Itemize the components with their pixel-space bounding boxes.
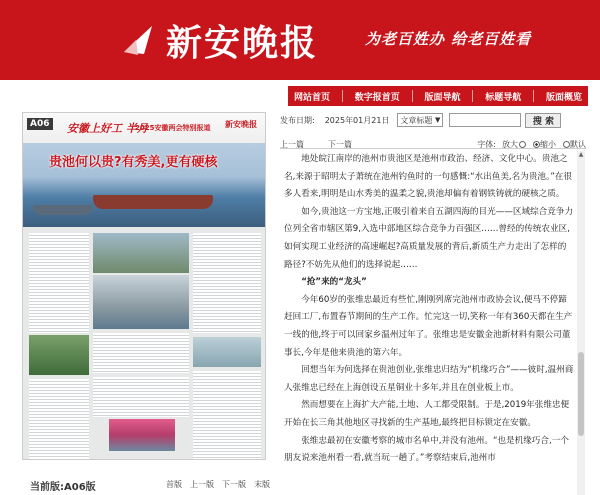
- logo-text: 新安晚报: [166, 21, 319, 64]
- paper-text-block: [93, 333, 189, 373]
- article-paragraph: 如今,贵池这一方宝地,正吸引着来自五湖四海的目光——区域综合竞争力位列全省市辖区第9,入选中部地区综合竞争力百强区……曾经的传统农业区,如何实现工业经济的高速崛起?高质量发展的背后,新质生产力走出了怎样的路径?不妨先从他们的选择说起……: [284, 206, 574, 270]
- pager-first[interactable]: 首版: [166, 480, 182, 489]
- scrollbar-thumb[interactable]: [578, 352, 584, 436]
- nav-item-digital-home[interactable]: 数字报首页: [354, 92, 400, 103]
- nav-divider: [412, 90, 413, 102]
- nav-divider: [472, 90, 473, 102]
- pager-previous[interactable]: 上一版: [190, 480, 214, 489]
- paper-headline: 贵池何以贵?有秀美,更有硬核: [49, 155, 218, 170]
- logo-mark-icon: [122, 22, 156, 58]
- pager-next[interactable]: 下一版: [222, 480, 246, 489]
- scroll-up-icon[interactable]: ▲: [578, 151, 584, 158]
- nav-item-title-nav[interactable]: 标题导航: [485, 92, 522, 103]
- paper-hero-ship: [93, 195, 213, 209]
- radio-selected-icon: [533, 141, 540, 148]
- chevron-down-icon: ▼: [435, 116, 441, 124]
- article-subheading: “抢”来的“龙头”: [301, 277, 367, 288]
- article-paragraph: 地处皖江南岸的池州市贵池区是池州市政治、经济、文化中心。贵池之名,来源于昭明太子萧统在池州钓鱼时的一句感慨:“水出鱼美,名为贵池。”在很多人看来,明明是山水秀美的温柔之貌,贵池却偏有着钢铁铸就的硬核之质。: [284, 154, 572, 200]
- search-scope-select[interactable]: [397, 113, 443, 127]
- paper-photo-factory: [93, 275, 189, 329]
- nav-item-page-overview[interactable]: 版面概览: [546, 92, 583, 103]
- paper-photo-aerial: [93, 233, 189, 273]
- paper-photo-workers: [109, 419, 175, 451]
- paper-column-subtitle: 2025安徽两会特别报道: [135, 124, 211, 132]
- paper-hero-boat: [33, 205, 93, 215]
- main-nav: [288, 86, 588, 106]
- font-option-shrink-label: 缩小: [540, 139, 556, 149]
- paper-page-code: A06: [27, 118, 53, 130]
- font-option-default-label: 默认: [570, 139, 586, 149]
- article-paragraph: 然而想要在上海扩大产能,土地、人工都受限制。于是,2019年张维忠便开始在长三角其他地区寻找新的生产基地,最终把目标锁定在安徽。: [284, 400, 570, 428]
- publish-date-label: 发布日期:: [280, 115, 315, 125]
- search-button[interactable]: 搜 索: [525, 113, 561, 128]
- nav-divider: [533, 90, 534, 102]
- article-scrollbar[interactable]: [577, 151, 585, 495]
- font-size-label: 字体:: [477, 139, 496, 149]
- nav-item-page-nav[interactable]: 版面导航: [424, 92, 461, 103]
- site-slogan: 为老百姓办 给老百姓看: [365, 30, 532, 48]
- article-paragraph: 今年60岁的张维忠最近有些忙,刚刚列席完池州市政协会议,便马不停蹄赶回工厂,布置春节期间的生产工作。忙完这一切,笑称一年有360天都在生产一线的他,终于可以回家乡温州过年了。张维忠是安徽金池新材料有限公司董事长,今年是他来贵池的第六年。: [284, 294, 573, 358]
- site-logo[interactable]: [122, 10, 318, 70]
- paper-text-block: [193, 371, 261, 459]
- paper-photo-landscape: [29, 335, 89, 375]
- paper-text-block: [29, 233, 89, 333]
- nav-item-home[interactable]: 网站首页: [293, 92, 330, 103]
- page-pager: [166, 479, 270, 490]
- search-scope-value: 文章标题: [400, 115, 433, 125]
- radio-icon: [563, 141, 570, 148]
- site-header: [0, 0, 600, 80]
- nav-divider: [342, 90, 343, 102]
- paper-column-title: 安徽上好工 半月: [67, 122, 148, 135]
- paper-masthead: 新安晚报: [225, 120, 257, 129]
- paper-text-block: [93, 377, 189, 417]
- paper-photo-city: [193, 337, 261, 367]
- article-paragraph: 张维忠最初在安徽考察的城市名单中,并没有池州。“也是机缘巧合,一个朋友说来池州看一看,就当玩一趟了。”考察结束后,池州市: [284, 435, 569, 464]
- font-option-enlarge-label: 放大: [502, 139, 518, 149]
- current-page-indicator: [30, 478, 96, 493]
- radio-icon: [519, 141, 526, 148]
- paper-page-header: [23, 113, 265, 143]
- newspaper-page-view[interactable]: [22, 112, 266, 460]
- next-article-link[interactable]: 下一篇: [328, 139, 352, 149]
- article-body: [284, 151, 574, 495]
- current-page-label: 当前版:: [30, 482, 64, 493]
- publish-date-value: 2025年01月21日: [324, 115, 390, 125]
- article-paragraph: 回想当年为何选择在贵池创业,张维忠归结为“机缘巧合”——彼时,温州商人张维忠已经在上海创设五星铜业十多年,并且在创业板上市。: [284, 365, 574, 393]
- pager-last[interactable]: 末版: [254, 480, 270, 489]
- search-input[interactable]: [449, 113, 521, 127]
- current-page-value: A06版: [64, 482, 96, 493]
- paper-text-block: [29, 379, 89, 459]
- article-divider: [280, 148, 586, 149]
- prev-article-link[interactable]: 上一篇: [280, 139, 304, 149]
- search-toolbar: [280, 112, 586, 128]
- paper-text-block: [193, 233, 261, 333]
